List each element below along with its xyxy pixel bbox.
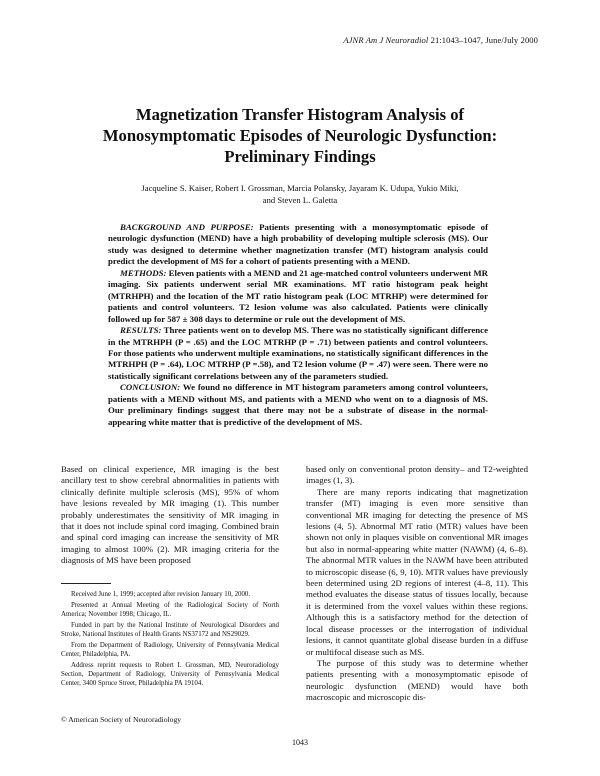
footnote-reprint-address: Address reprint requests to Robert I. Grossman, MD, Neuroradiology Section, Department of Radiology, University of Pennsylvania Medical Center, 3400 Spruce Street, Philadelphia PA 19104. [61, 661, 279, 688]
footnote-presented: Presented at Annual Meeting of the Radiological Society of North America; November 1998; Chicago, IL. [61, 601, 279, 618]
author-list [90, 183, 510, 206]
intro-paragraph-3: The purpose of this study was to determine whether patients presenting with a monosymptomatic episode of neurologic dysfunction (MEND) would have both macroscopic and microscopic dis- [306, 657, 528, 703]
abstract-conclusion [108, 382, 488, 428]
title-line-2: Monosymptomatic Episodes of Neurologic Dysfunction: [102, 126, 498, 145]
footnotes [61, 590, 279, 690]
copyright-notice: © American Society of Neuroradiology [61, 715, 182, 724]
footnote-divider [61, 583, 111, 584]
background-text: Patients presenting with a monosymptomatic episode of neurologic dysfunction (MEND) have a high probability of developing multiple sclerosis (MS). Our study was designed to determine whether magnetization transfer (MT) histogram analysis could predict the development of MS for a cohort of patients presenting with a MEND. [108, 222, 488, 267]
title-line-1: Magnetization Transfer Histogram Analysis of [135, 105, 465, 124]
page-number: 1043 [292, 738, 308, 747]
methods-text: Eleven patients with a MEND and 21 age-matched control volunteers underwent MR imaging. Six patients underwent serial MR examinations. MT ratio histogram peak height (MTRHPH) and the location of the MT ratio histogram peak (LOC MTRHP) were determined for patients and control volunteers. T2 lesion volume was also calculated. Patients were clinically followed up for 587 ± 308 days to determine or rule out the development of MS. [108, 267, 488, 324]
results-heading: RESULTS: [120, 325, 162, 336]
abstract [108, 222, 488, 428]
methods-heading: METHODS: [120, 267, 167, 278]
body-column-right [306, 464, 528, 704]
journal-citation: 21:1043–1047, June/July 2000 [430, 35, 538, 45]
title-line-3: Preliminary Findings [224, 147, 376, 166]
footnote-received: Received June 1, 1999; accepted after revision January 10, 2000. [71, 591, 251, 598]
intro-paragraph-2: There are many reports indicating that magnetization transfer (MT) imaging is even more sensitive than conventional MR imaging for detecting the presence of MS lesions (4, 5). Abnormal MT ratio (MTR) values have been shown not only in plaques visible on conventional MR images but also in normal-appearing white matter (NAWM) (4, 6–8). The abnormal MTR values in the NAWM have been attributed to microscopic disease (6, 9, 10). MTR values have previously been determined using 2D regions of interest (4–8, 11). This method evaluates the disease status of tissues locally, because it is determined from the voxel values within these regions. Although this is a satisfactory method for the detection of local disease processes or the interrogation of individual lesions, it cannot quantitate global disease burden in a diffuse or multifocal disease such as MS. [306, 486, 528, 657]
footnote-affiliation: From the Department of Radiology, University of Pennsylvania Medical Center, Philadelphia, PA. [61, 641, 279, 658]
body-column-left [61, 464, 279, 567]
running-head [343, 35, 538, 45]
authors-line-2: and Steven L. Galetta [262, 194, 338, 205]
results-text: Three patients went on to develop MS. There was no statistically significant difference in the MTRHPH (P = .65) and the LOC MTRHP (P = .71) between patients and control volunteers. For those patients who underwent multiple examinations, no statistically significant differences in the MTRHPH (P = .64), LOC MTRHP (P =.58), and T2 lesion volume (P = .47) were seen. There were no statistically significant correlations between any of the parameters studied. [108, 325, 488, 381]
abstract-methods [108, 268, 488, 325]
conclusion-text: We found no difference in MT histogram parameters among control volunteers, patients with a MEND without MS, and patients with a MEND who went on to a diagnosis of MS. Our preliminary findings suggest that there may not be a substrate of disease in the normal-appearing white matter that is predictive of the development of MS. [108, 382, 489, 427]
abstract-background [108, 222, 488, 268]
journal-name: AJNR Am J Neuroradiol [343, 35, 429, 45]
background-heading: BACKGROUND AND PURPOSE: [120, 222, 254, 232]
footnote-funded: Funded in part by the National Institute of Neurological Disorders and Stroke, National Institutes of Health Grants NS37172 and NS29029. [61, 621, 279, 638]
authors-line-1: Jacqueline S. Kaiser, Robert I. Grossman, Marcia Polansky, Jayaram K. Udupa, Yukio Miki, [141, 183, 459, 193]
intro-paragraph-1-cont: based only on conventional proton density– and T2-weighted images (1, 3). [306, 464, 528, 486]
article-title [60, 104, 540, 167]
abstract-results [108, 325, 488, 382]
conclusion-heading: CONCLUSION: [120, 382, 181, 393]
intro-paragraph-1: Based on clinical experience, MR imaging is the best ancillary test to show cerebral abnormalities in patients with clinically definite multiple sclerosis (MS), 95% of whom have lesions revealed by MR imaging (1). This number probably underestimates the sensitivity of MR imaging in that it does not include spinal cord imaging. Combined brain and spinal cord imaging can increase the sensitivity of MR imaging to almost 100% (2). MR imaging criteria for the diagnosis of MS have been proposed [61, 464, 279, 566]
